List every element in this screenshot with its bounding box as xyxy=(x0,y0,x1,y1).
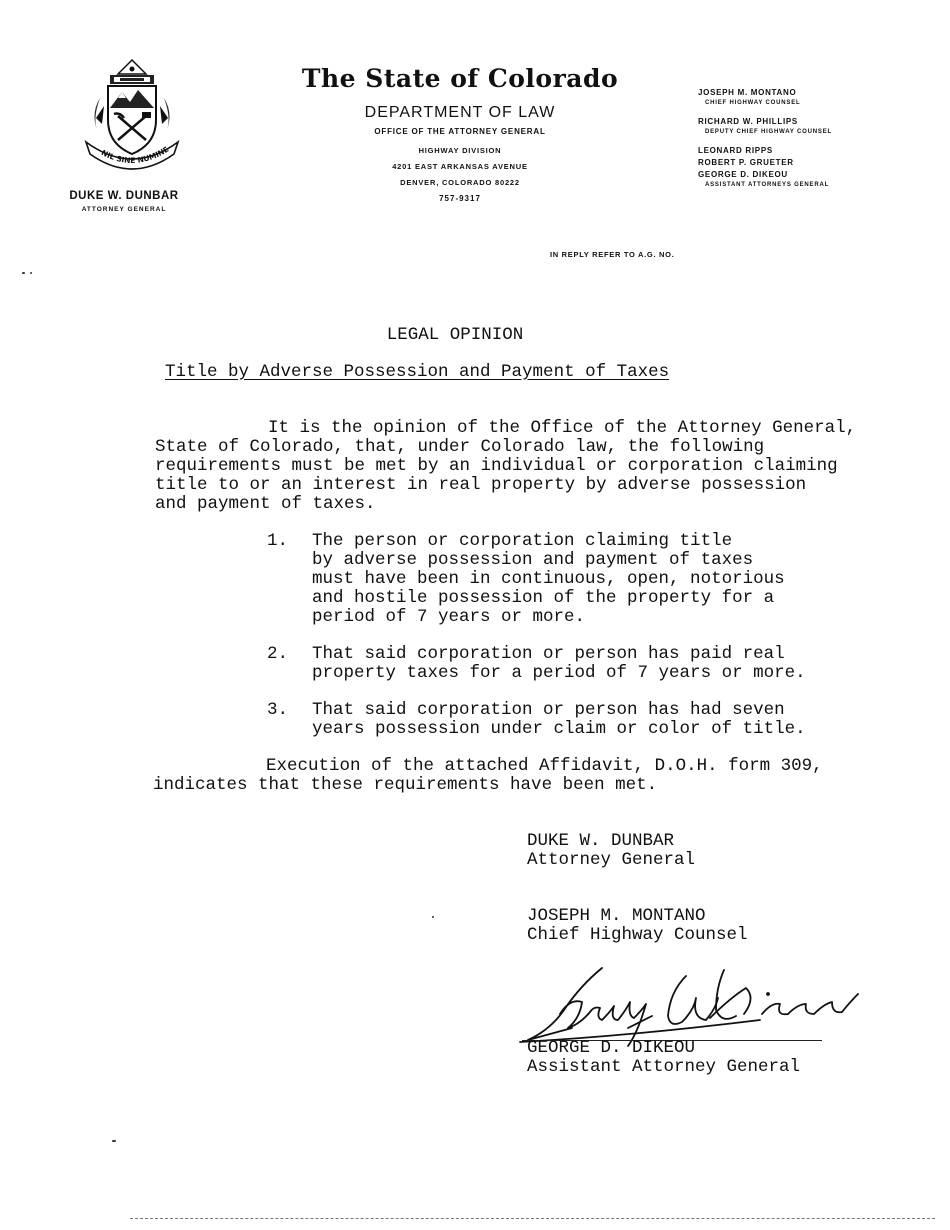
requirement-line: by adverse possession and payment of taxes xyxy=(312,550,754,570)
requirement-number: 2. xyxy=(267,644,289,664)
intro-line: It is the opinion of the Office of the Attorney General, xyxy=(268,418,857,438)
requirement-number: 3. xyxy=(267,700,289,720)
department-name: DEPARTMENT OF LAW xyxy=(364,104,556,121)
state-seal xyxy=(80,58,184,178)
city-address: DENVER, COLORADO 80222 xyxy=(400,178,520,187)
reply-reference: IN REPLY REFER TO A.G. NO. xyxy=(550,250,675,259)
intro-line: State of Colorado, that, under Colorado law, the following xyxy=(155,437,765,457)
staff-role: DEPUTY CHIEF HIGHWAY COUNSEL xyxy=(705,129,832,135)
requirement-number: 1. xyxy=(267,531,289,551)
staff-role: CHIEF HIGHWAY COUNSEL xyxy=(705,100,801,106)
requirement-line: must have been in continuous, open, notorious xyxy=(312,569,785,589)
intro-line: requirements must be met by an individual or corporation claiming xyxy=(155,456,838,476)
intro-line: title to or an interest in real property by adverse possession xyxy=(155,475,807,495)
requirement-line: years possession under claim or color of title. xyxy=(312,719,806,739)
colorado-seal-icon xyxy=(80,58,184,178)
signatory-title: Assistant Attorney General xyxy=(527,1057,801,1077)
requirement-line: period of 7 years or more. xyxy=(312,607,586,627)
scan-speck xyxy=(22,272,25,274)
phone-number: 757-9317 xyxy=(439,194,481,203)
staff-role: ASSISTANT ATTORNEYS GENERAL xyxy=(705,182,830,188)
attorney-general-name: DUKE W. DUNBAR xyxy=(69,190,179,202)
requirement-line: property taxes for a period of 7 years or more. xyxy=(312,663,806,683)
requirement-line: and hostile possession of the property for a xyxy=(312,588,775,608)
requirement-line: The person or corporation claiming title xyxy=(312,531,733,551)
requirement-line: That said corporation or person has had seven xyxy=(312,700,785,720)
scan-speck xyxy=(432,916,434,918)
division-name: HIGHWAY DIVISION xyxy=(418,146,502,155)
document-heading: LEGAL OPINION xyxy=(386,325,524,345)
office-name: OFFICE OF THE ATTORNEY GENERAL xyxy=(374,127,546,136)
intro-line: and payment of taxes. xyxy=(155,494,376,514)
bottom-edge-rule xyxy=(130,1218,935,1219)
staff-name: GEORGE D. DIKEOU xyxy=(698,170,788,179)
document-subtitle: Title by Adverse Possession and Payment of Taxes xyxy=(165,362,670,382)
seal-motto: NIL SINE NUMINE xyxy=(99,144,171,166)
execution-line: indicates that these requirements have been met. xyxy=(153,775,658,795)
signatory-name: DUKE W. DUNBAR xyxy=(527,831,675,851)
signature-icon xyxy=(510,958,880,1050)
signatory-name: JOSEPH M. MONTANO xyxy=(527,906,706,926)
staff-name: ROBERT P. GRUETER xyxy=(698,158,794,167)
state-title: The State of Colorado xyxy=(301,64,619,93)
scan-speck xyxy=(112,1140,116,1142)
scan-speck xyxy=(30,272,32,274)
staff-name: JOSEPH M. MONTANO xyxy=(698,88,797,97)
signatory-title: Attorney General xyxy=(527,850,696,870)
staff-name: RICHARD W. PHILLIPS xyxy=(698,117,798,126)
requirement-line: That said corporation or person has paid real xyxy=(312,644,785,664)
signatory-name: GEORGE D. DIKEOU xyxy=(527,1038,696,1058)
signatory-title: Chief Highway Counsel xyxy=(527,925,748,945)
handwritten-signature xyxy=(510,958,880,1050)
street-address: 4201 EAST ARKANSAS AVENUE xyxy=(392,162,528,171)
staff-name: LEONARD RIPPS xyxy=(698,146,773,155)
attorney-general-title: ATTORNEY GENERAL xyxy=(81,206,167,213)
execution-line: Execution of the attached Affidavit, D.O.H. form 309, xyxy=(266,756,823,776)
